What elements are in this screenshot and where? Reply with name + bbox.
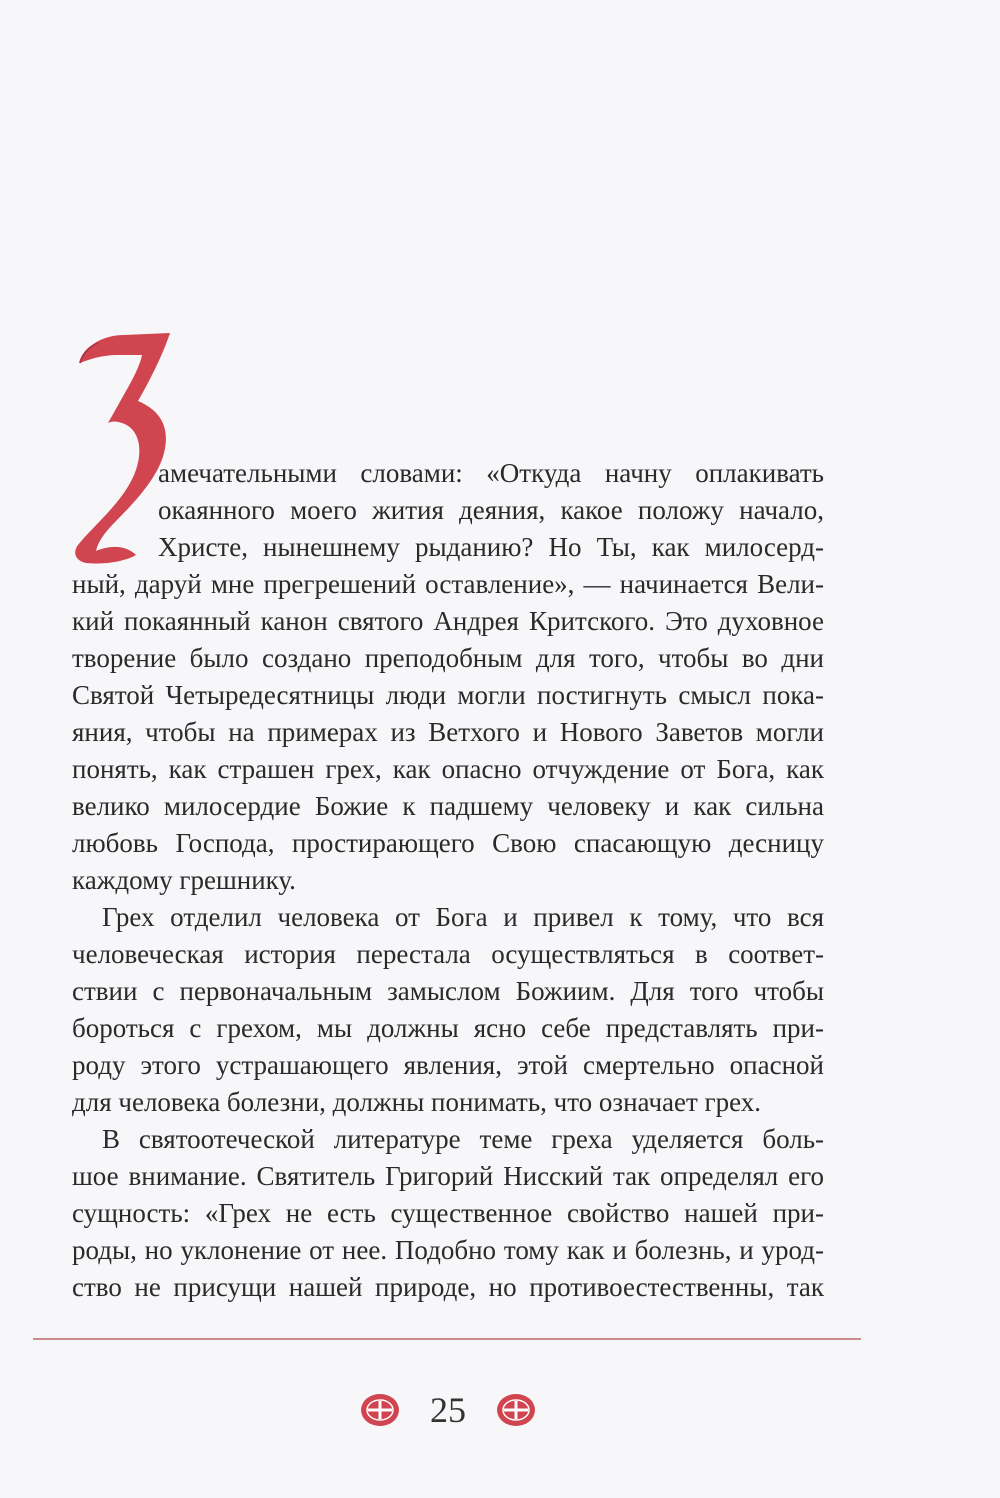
- text-line: амечательными словами: «Откуда начну оплакивать: [158, 458, 824, 488]
- cross-ornament-icon: [496, 1390, 536, 1430]
- text-line: В святоотеческой литературе теме греха уделяется боль-: [102, 1124, 824, 1154]
- footer-divider: [33, 1338, 861, 1340]
- text-line: любовь Господа, простирающего Свою спасающую десницу: [72, 828, 824, 858]
- text-line: творение было создано преподобным для того, чтобы во дни: [72, 643, 824, 673]
- text-line: понять, как страшен грех, как опасно отчуждение от Бога, как: [72, 754, 824, 784]
- text-line: ство не присущи нашей природе, но противоестественны, так: [72, 1272, 824, 1302]
- page-number: 25: [430, 1390, 466, 1430]
- text-line: бороться с грехом, мы должны ясно себе представлять при-: [72, 1013, 824, 1043]
- text-line: роду этого устрашающего явления, этой смертельно опасной: [72, 1050, 824, 1080]
- text-line: окаянного моего жития деяния, какое положу начало,: [158, 495, 824, 525]
- text-line: Святой Четыредесятницы люди могли постигнуть смысл пока-: [72, 680, 824, 710]
- text-line: шое внимание. Святитель Григорий Нисский так определял его: [72, 1161, 824, 1191]
- text-line: ствии с первоначальным замыслом Божиим. Для того чтобы: [72, 976, 824, 1006]
- text-line: Грех отделил человека от Бога и привел к тому, что вся: [102, 902, 824, 932]
- body-text: [72, 455, 824, 1306]
- text-line: сущность: «Грех не есть существенное свойство нашей при-: [72, 1198, 824, 1228]
- text-line: роды, но уклонение от нее. Подобно тому как и болезнь, и урод-: [72, 1235, 824, 1265]
- text-line: для человека болезни, должны понимать, что означает грех.: [72, 1087, 762, 1117]
- text-line: кий покаянный канон святого Андрея Критского. Это духовное: [72, 606, 824, 636]
- text-line: яния, чтобы на примерах из Ветхого и Нового Заветов могли: [72, 717, 824, 747]
- text-line: ный, даруй мне прегрешений оставление», — начинается Вели-: [72, 569, 824, 599]
- text-line: Христе, нынешнему рыданию? Но Ты, как милосерд-: [158, 532, 824, 562]
- text-line: велико милосердие Божие к падшему человеку и как сильна: [72, 791, 824, 821]
- page-footer: [360, 1380, 536, 1440]
- text-line: каждому грешнику.: [72, 865, 296, 895]
- text-line: человеческая история перестала осуществляться в соответ-: [72, 939, 824, 969]
- cross-ornament-icon: [360, 1390, 400, 1430]
